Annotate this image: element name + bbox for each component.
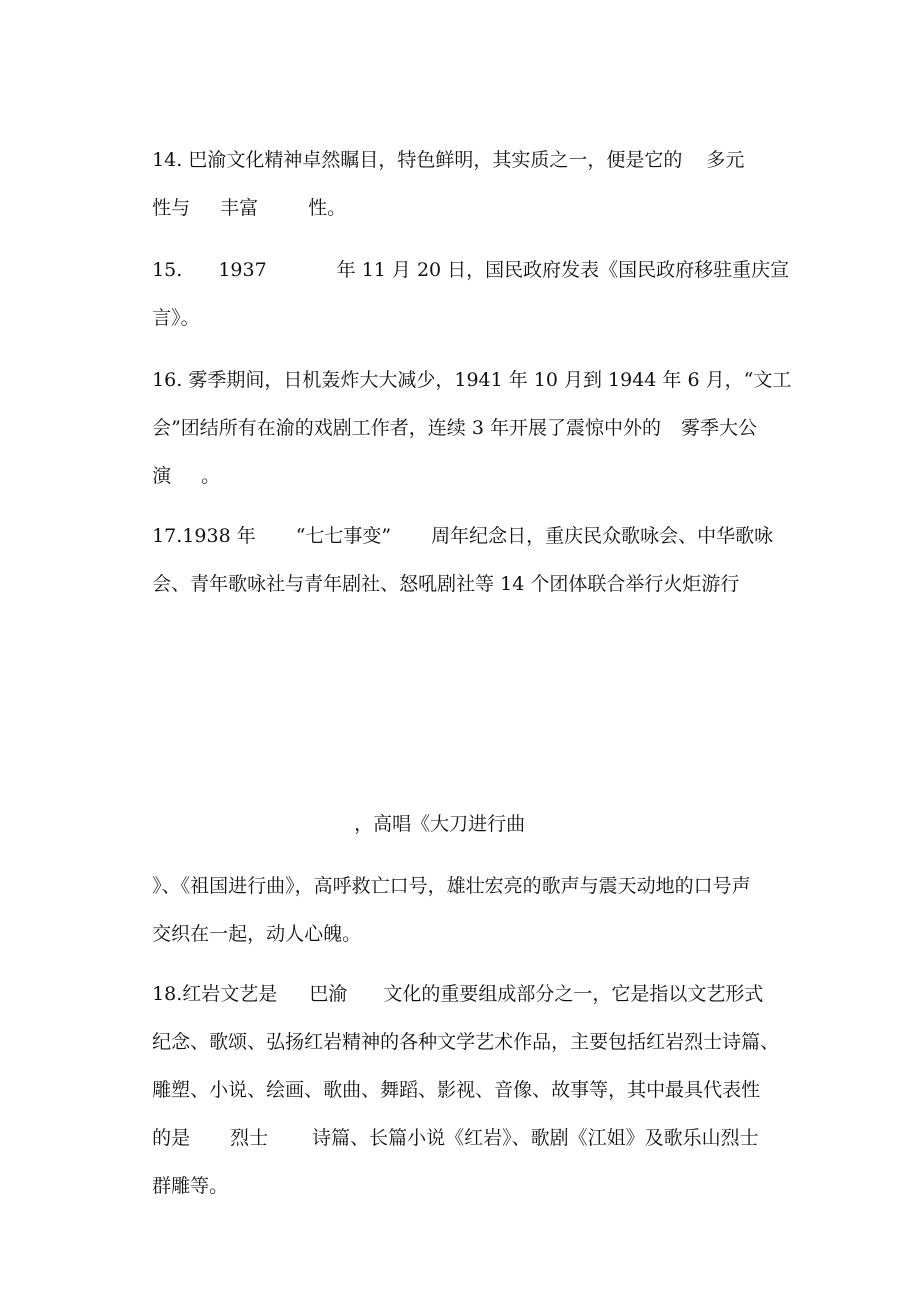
q18-text: 诗篇、长篇小说《红岩》、歌剧《江姐》及歌乐山烈士 [312,1127,759,1149]
q18-answer-1: 巴渝 [309,983,348,1005]
q16-text: 。 [201,465,221,487]
q17-text: ，高唱《大刀进行曲 [354,813,526,835]
q18-line-1 [140,958,763,1006]
q15-text: 言》。 [152,307,200,329]
q18-text: 纪念、歌颂、弘扬红岩精神的各种文学艺术作品，主要包括红岩烈士诗篇、 [152,1031,780,1053]
q14-text: 性与 [152,197,191,219]
q16-line-2 [140,392,757,440]
q18-text: 雕塑、小说、绘画、歌曲、舞蹈、影视、音像、故事等，其中最具代表性 [152,1079,761,1101]
q17-text: 交织在一起，动人心魄。 [152,923,362,945]
q17-line-4 [140,850,751,898]
q14-answer-2: 丰富 [220,197,259,219]
q18-text: 18.红岩文艺是 [152,983,278,1005]
q17-line-2 [140,548,739,596]
q18-line-2 [140,1006,779,1054]
q18-text: 文化的重要组成部分之一，它是指以文艺形式 [383,983,764,1005]
q18-line-5 [140,1150,228,1198]
q17-text: 会、青年歌咏社与青年剧社、怒吼剧社等 14 个团体联合举行火炬游行 [152,573,740,595]
q16-text: 16. 雾季期间，日机轰炸大大减少，1941 年 10 月到 1944 年 6 月，“文工 [152,369,792,391]
q18-text: 的是 [152,1127,191,1149]
q18-text: 群雕等。 [152,1175,229,1197]
q14-line-1 [140,124,744,172]
q14-line-2 [140,172,346,220]
q14-answer-1: 多元 [706,149,745,171]
q15-line-1 [140,234,789,282]
q18-line-4 [140,1102,759,1150]
q18-answer-2: 烈士 [230,1127,269,1149]
q16-answer-end: 演 [152,465,172,487]
q18-line-3 [140,1054,760,1102]
q17-line-1 [140,500,773,548]
q17-line-5 [140,898,361,946]
q17-answer: “七七事变” [295,525,392,547]
q15-answer-year: 1937 [218,259,267,281]
q17-line-3 [342,788,525,836]
q14-text: 14. 巴渝文化精神卓然瞩目，特色鲜明，其实质之一，便是它的 [152,149,683,171]
q16-text: 会”团结所有在渝的戏剧工作者，连续 3 年开展了震惊中外的 [152,417,661,439]
q14-text: 性。 [308,197,347,219]
q16-line-3 [140,440,220,488]
q17-text: 》、《祖国进行曲》，高呼救亡口号，雄壮宏亮的歌声与震天动地的口号声 [152,875,751,897]
q17-text: 17.1938 年 [152,525,256,547]
q15-text: 年 11 月 20 日，国民政府发表《国民政府移驻重庆宣 [336,259,790,281]
q15-number: 15. [152,259,183,281]
q16-answer: 雾季大公 [680,417,757,439]
q15-line-2 [140,282,200,330]
q17-text: 周年纪念日，重庆民众歌咏会、中华歌咏 [431,525,774,547]
q16-line-1 [140,344,791,392]
